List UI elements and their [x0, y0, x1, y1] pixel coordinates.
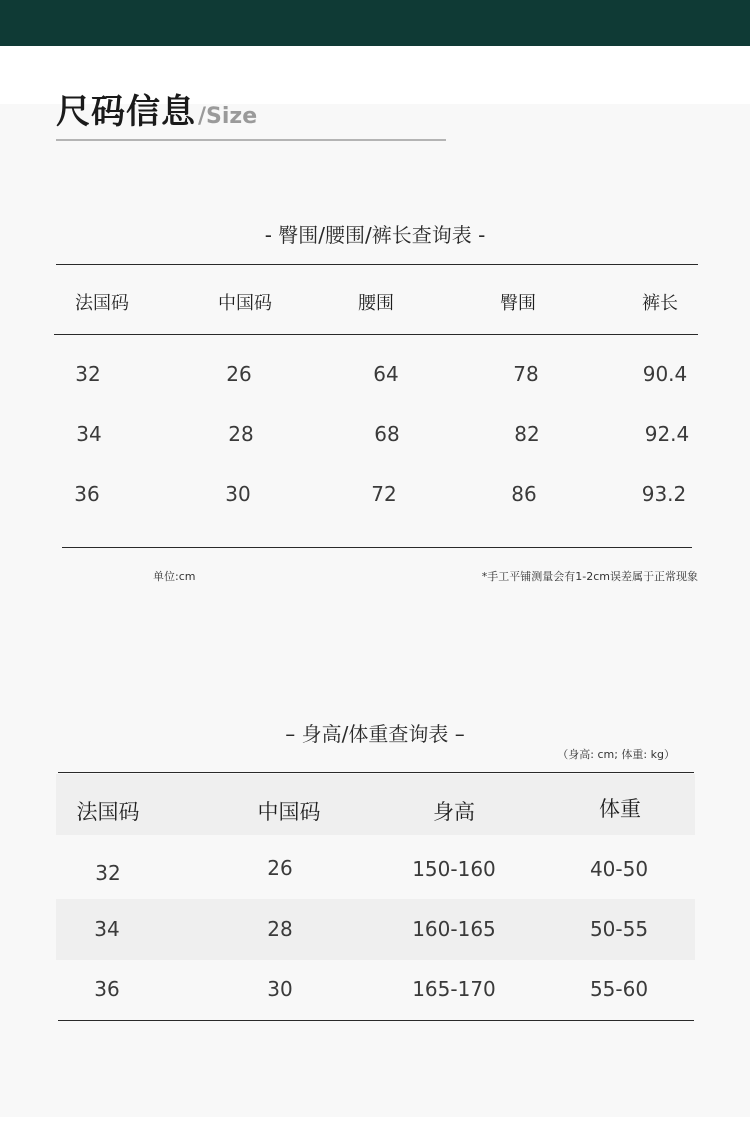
table1-cell: 90.4: [642, 362, 688, 386]
table2-top-rule: [58, 772, 694, 773]
table1-cell: 78: [513, 362, 539, 386]
table1-cell: 93.2: [641, 482, 687, 506]
table2-cell: 30: [267, 977, 293, 1001]
table1-cell: 92.4: [644, 422, 690, 446]
table1-title: - 臀围/腰围/裤长查询表 -: [264, 223, 486, 247]
page-title-sub: /Size: [198, 104, 258, 129]
table2-cell: 40-50: [589, 857, 649, 881]
table2-cell: 28: [267, 917, 293, 941]
table1-header-length: 裤长: [642, 293, 678, 314]
page-title-main: 尺码信息: [56, 92, 196, 132]
table1-cell: 26: [226, 362, 252, 386]
table2-cell: 26: [267, 856, 293, 880]
table1-top-rule: [56, 264, 698, 265]
table2-unit-note: （身高: cm; 体重: kg）: [557, 748, 675, 761]
table2-cell: 55-60: [589, 977, 649, 1001]
table2-cell: 34: [94, 917, 120, 941]
content-panel: [0, 104, 750, 1117]
table1-bottom-rule: [62, 547, 692, 548]
top-bar: [0, 0, 750, 46]
table2-header-china-size: 中国码: [257, 800, 321, 824]
measurement-error-note: *手工平铺测量会有1-2cm误差属于正常现象: [481, 570, 698, 583]
table2-bottom-rule: [58, 1020, 694, 1021]
table1-cell: 64: [373, 362, 399, 386]
table1-header-china-size: 中国码: [218, 293, 272, 314]
table2-cell: 150-160: [412, 857, 496, 881]
page-title: [56, 84, 257, 133]
table2-cell: 50-55: [589, 917, 649, 941]
table2-cell: 160-165: [412, 917, 496, 941]
table2-header-french-size: 法国码: [76, 800, 140, 824]
table1-cell: 32: [75, 362, 101, 386]
table1-cell: 28: [228, 422, 254, 446]
table1-header-rule: [54, 334, 698, 335]
table2-cell: 32: [95, 861, 121, 885]
table1-header-french-size: 法国码: [75, 293, 129, 314]
title-underline: [56, 139, 446, 141]
table1-cell: 36: [74, 482, 100, 506]
table2-header-height: 身高: [433, 800, 475, 824]
table2-cell: 165-170: [412, 977, 496, 1001]
table1-header-hip: 臀围: [500, 293, 536, 314]
table1-cell: 30: [225, 482, 251, 506]
table1-cell: 34: [76, 422, 102, 446]
unit-note: 单位:cm: [153, 570, 196, 583]
table1-cell: 68: [374, 422, 400, 446]
table1-cell: 72: [371, 482, 397, 506]
table2-cell: 36: [94, 977, 120, 1001]
table2-header-weight: 体重: [599, 797, 641, 821]
table1-cell: 86: [511, 482, 537, 506]
table1-cell: 82: [514, 422, 540, 446]
table1-header-waist: 腰围: [358, 293, 394, 314]
table2-title: – 身高/体重查询表 –: [285, 722, 465, 746]
